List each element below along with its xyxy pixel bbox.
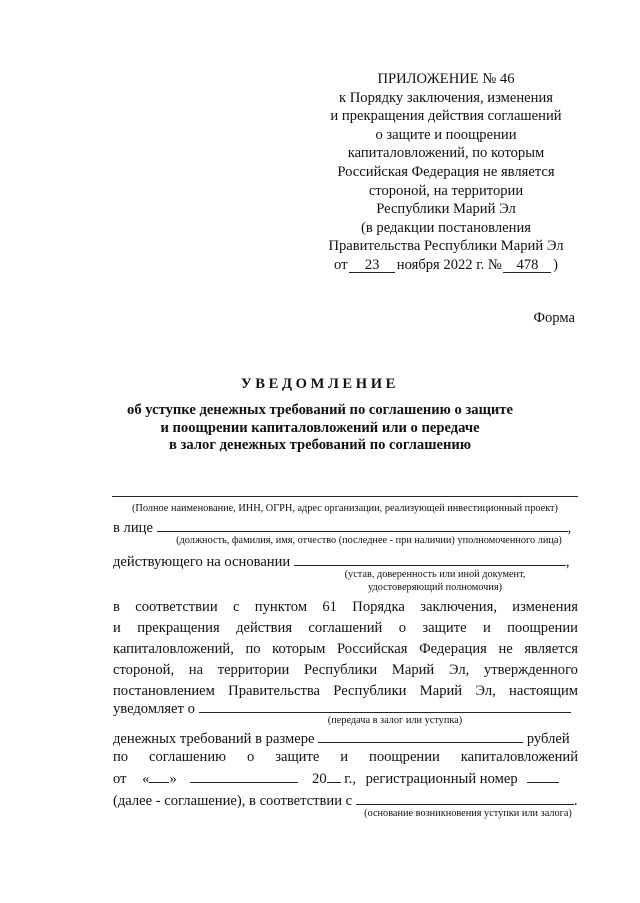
header-line: стороной, на территории: [368, 182, 524, 199]
date-prefix: от: [333, 256, 348, 273]
amount-unit: рублей: [526, 731, 570, 747]
year-field[interactable]: [327, 769, 341, 783]
subtitle-line: в залог денежных требований по соглашению: [169, 437, 471, 453]
date-from-label: от: [113, 771, 127, 787]
date-day: 23: [351, 256, 393, 275]
paragraph-line: и прекращения действия соглашений о защите и поощрении: [113, 620, 578, 636]
in-person-caption: (должность, фамилия, имя, отчество (последнее - при наличии) уполномоченного лица): [176, 535, 562, 546]
paragraph-line: капиталовложений, по которым Российская Федерация не является: [113, 641, 578, 657]
header-line: капиталовложений, по которым: [347, 145, 545, 162]
reg-number-field[interactable]: [527, 769, 559, 783]
reg-number-label: регистрационный номер: [365, 771, 518, 787]
header-date-line: [300, 256, 592, 275]
basis-caption: (устав, доверенность или иной документ, удостоверяющий полномочия): [344, 569, 526, 593]
basis-label: действующего на основании: [113, 554, 291, 570]
notify-field[interactable]: [199, 699, 571, 713]
header-line: (в редакции постановления: [361, 219, 531, 236]
in-person-comma: ,: [567, 520, 572, 536]
basis-field[interactable]: [294, 552, 566, 566]
org-field-line[interactable]: [112, 496, 578, 497]
amount-row: [113, 729, 570, 748]
header-line: о защите и поощрении: [375, 126, 517, 143]
header-line: к Порядку заключения, изменения: [339, 89, 553, 106]
day-field[interactable]: [149, 769, 169, 783]
paragraph-line: постановлением Правительства Республики Марий Эл, настоящим: [113, 683, 578, 699]
in-person-field[interactable]: [157, 518, 568, 532]
date-month-year: ноября 2022 г. №: [396, 256, 502, 273]
paragraph-line: в соответствии с пунктом 61 Порядка заключения, изменения: [113, 599, 578, 615]
header-line: и прекращения действия соглашений: [330, 108, 562, 125]
amount-label: денежных требований в размере: [113, 731, 315, 747]
amount-field[interactable]: [318, 729, 523, 743]
doc-number: 478: [505, 256, 549, 275]
agreement-ref-label: (далее - соглашение), в соответствии с: [113, 793, 353, 809]
org-caption: (Полное наименование, ИНН, ОГРН, адрес организации, реализующей инвестиционный проект): [132, 503, 558, 514]
basis-comma: ,: [565, 554, 570, 570]
agreement-line: по соглашению о защите и поощрении капиталовложений: [113, 749, 579, 765]
document-subtitle: [0, 402, 640, 455]
appendix-title: ПРИЛОЖЕНИЕ № 46: [377, 71, 515, 87]
header-line: Правительства Республики Марий Эл: [328, 238, 564, 255]
date-close: ): [553, 256, 558, 273]
subtitle-line: об уступке денежных требований по соглашению о защите: [127, 402, 513, 418]
document-title: УВЕДОМЛЕНИЕ: [241, 376, 399, 392]
year-suffix: г.,: [344, 771, 356, 787]
open-quote: «: [142, 771, 150, 787]
notify-label: уведомляет о: [113, 701, 195, 717]
subtitle-line: и поощрении капиталовложений или о передаче: [160, 419, 480, 436]
month-field[interactable]: [190, 769, 298, 783]
year-prefix: 20: [312, 771, 327, 787]
in-person-label: в лице: [113, 520, 153, 536]
date-reg-row: [113, 769, 579, 788]
basis-origin-field[interactable]: [356, 791, 574, 805]
notify-caption: (передача в залог или уступка): [327, 715, 463, 726]
form-label: Форма: [533, 310, 575, 326]
final-caption: (основание возникновения уступки или залога): [364, 808, 572, 819]
appendix-header: [300, 70, 592, 275]
close-quote: »: [169, 771, 177, 787]
header-line: Российская Федерация не является: [337, 163, 555, 180]
final-period: .: [573, 793, 578, 809]
header-line: Республики Марий Эл: [376, 201, 516, 218]
paragraph-line: стороной, на территории Республики Марий Эл, утвержденного: [113, 662, 578, 678]
